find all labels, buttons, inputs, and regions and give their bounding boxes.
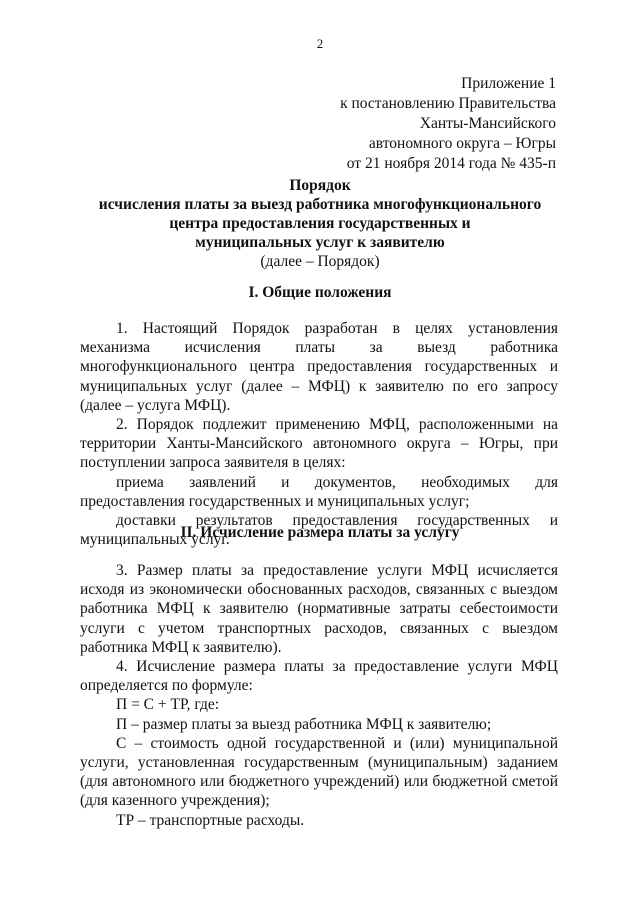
paragraph: приема заявлений и документов, необходимых для предоставления государственных и муниципальных услуг; [80,473,558,510]
paragraph: доставки результатов предоставления государственных и муниципальных услуг. [80,512,558,549]
paragraph: 2. Порядок подлежит применению МФЦ, расположенными на территории Ханты-Мансийского автономного округа – Югры, при поступлении запроса заявителя в целях: [80,416,558,472]
formula: П = С + ТР, где: [116,696,220,714]
title-note: (далее – Порядок) [260,253,380,270]
title-heading: Порядок [289,177,351,194]
appendix-line: Приложение 1 [461,75,556,92]
appendix-line: автономного округа – Югры [368,135,556,152]
paragraph: С – стоимость одной государственной и (или) муниципальной услуги, установленная государственным (муниципальным) заданием (для автономного или бюджетного учреждений) или бюджетной сметой (для казенного учреждения); [80,734,558,810]
appendix-line: к постановлению Правительства [340,95,556,112]
title-line: муниципальных услуг к заявителю [195,234,445,251]
section-general-body [80,319,558,549]
appendix-block [340,74,556,174]
appendix-line: Ханты-Мансийского [419,115,556,132]
paragraph: ТР – транспортные расходы. [116,811,305,829]
document-title [80,176,560,271]
paragraph: 4. Исчисление размера платы за предоставление услуги МФЦ определяется по формуле: [80,658,558,695]
section-calculation-body [80,561,558,830]
page-number: 2 [316,36,324,51]
section-heading-calculation: II. Исчисление размера платы за услугу [180,524,460,541]
section-heading-general: I. Общие положения [248,284,392,301]
paragraph: П – размер платы за выезд работника МФЦ к заявителю; [116,715,492,733]
paragraph: 1. Настоящий Порядок разработан в целях установления механизма исчисления платы за выезд работника многофункционального центра предоставления государственных и муниципальных услуг (далее – МФЦ) к заявителю по его запросу (далее – услуга МФЦ). [80,320,558,414]
title-line: исчисления платы за выезд работника многофункционального [98,196,542,213]
appendix-line: от 21 ноября 2014 года № 435-п [346,155,556,172]
paragraph: 3. Размер платы за предоставление услуги МФЦ исчисляется исходя из экономически обоснованных расходов, связанных с выездом работника МФЦ к заявителю (нормативные затраты себестоимости услуги с учетом транспортных расходов, связанных с выездом работника МФЦ к заявителю). [80,562,558,656]
title-line: центра предоставления государственных и [169,215,471,232]
